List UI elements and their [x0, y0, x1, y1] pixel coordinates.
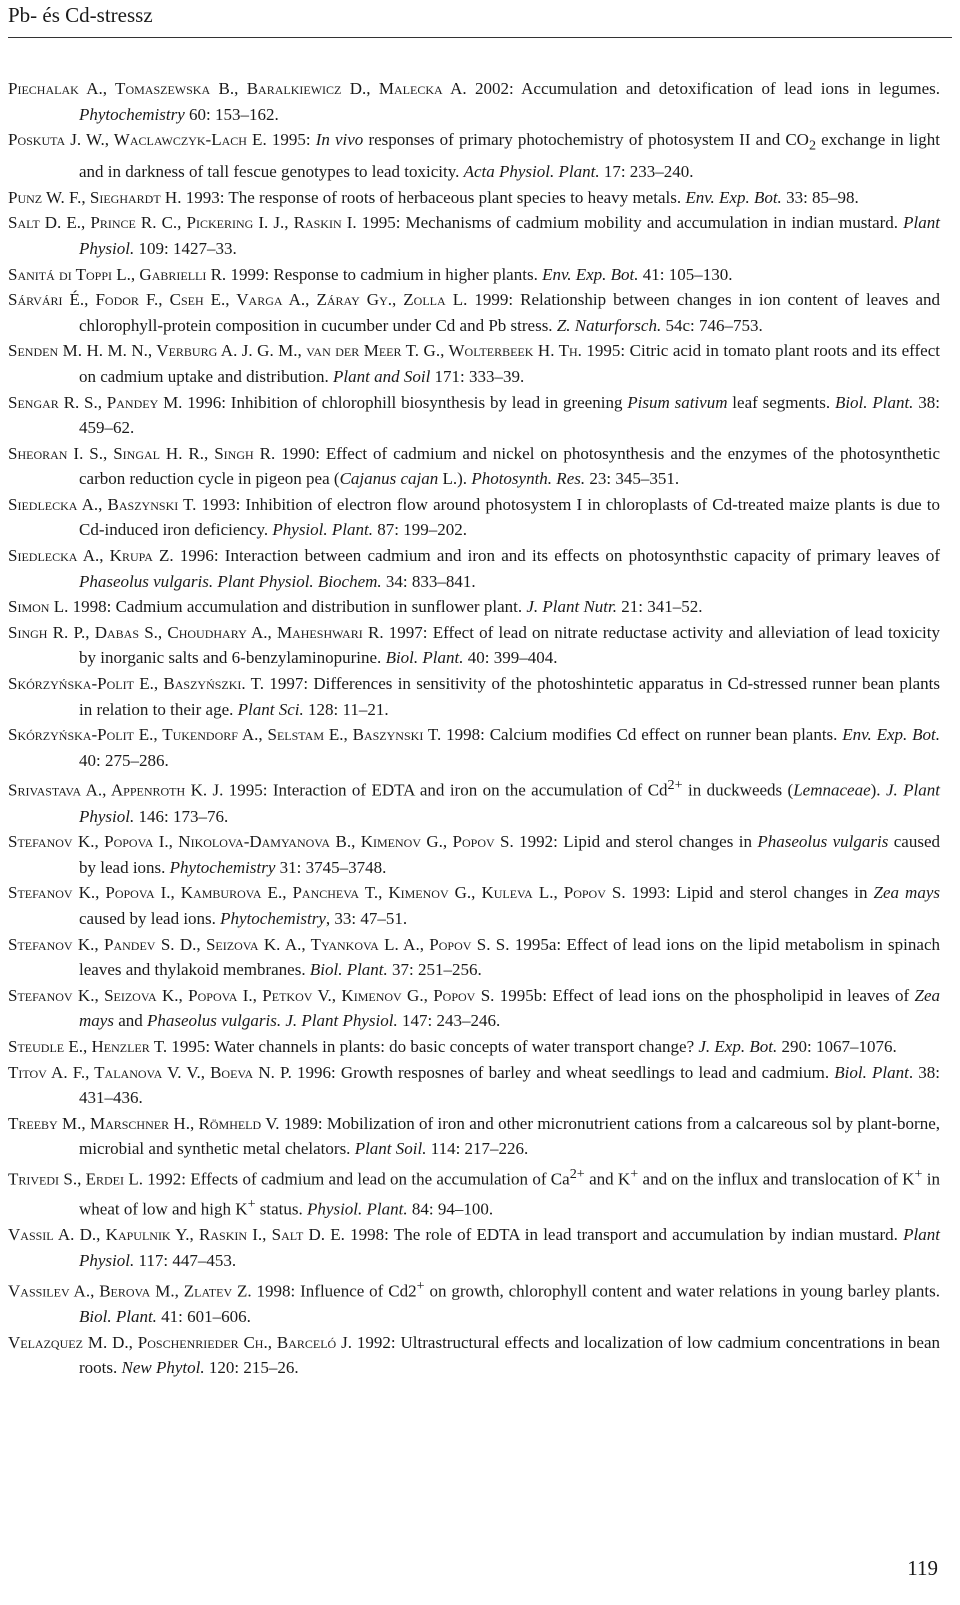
- reference-text: 1992: Ultrastructural effects and localization of low cadmium concentrations in bean roots.: [79, 1332, 940, 1378]
- reference-text: 128: 11–21.: [303, 699, 389, 719]
- reference-authors: Sheoran I. S., Singal H. R., Singh R.: [8, 443, 276, 463]
- reference-text: New Phytol.: [121, 1358, 205, 1378]
- reference-text: 2: [808, 137, 817, 154]
- reference-text: and K: [584, 1169, 631, 1189]
- reference-text: +: [914, 1165, 923, 1182]
- reference-text: on growth, chlorophyll content and water relations in young barley plants.: [424, 1281, 941, 1301]
- reference-entry: [8, 773, 940, 829]
- reference-text: 21: 341–52.: [617, 597, 703, 617]
- reference-authors: Salt D. E., Prince R. C., Pickering I. J., Raskin I.: [8, 213, 357, 233]
- reference-text: Plant Physiol.: [79, 213, 940, 258]
- reference-text: ).: [870, 781, 886, 801]
- reference-authors: Vassilev A., Berova M., Zlatev Z.: [8, 1281, 252, 1301]
- reference-entry: [8, 722, 940, 773]
- reference-text: Lemnaceae: [793, 781, 871, 801]
- reference-text: Env. Exp. Bot.: [542, 264, 639, 284]
- reference-text: 31: 3745–3748.: [275, 857, 387, 877]
- reference-entry: [8, 1034, 940, 1060]
- reference-text: Phytochemistry: [220, 909, 326, 929]
- reference-text: and: [113, 1011, 147, 1031]
- reference-entry: [8, 287, 940, 338]
- reference-text: 1996: Interaction between cadmium and iron and its effects on photosynthstic capacity of primary leaves of: [173, 546, 940, 566]
- reference-authors: Stefanov K., Pandev S. D., Seizova K. A., Tyankova L. A., Popov S. S.: [8, 934, 510, 954]
- reference-text: 17: 233–240.: [599, 162, 694, 182]
- reference-authors: Singh R. P., Dabas S., Choudhary A., Maheshwari R.: [8, 622, 384, 642]
- reference-entry: [8, 1330, 940, 1381]
- reference-entry: [8, 671, 940, 722]
- reference-text: Plant and Soil: [333, 366, 431, 386]
- reference-text: 1993: The response of roots of herbaceous plant species to heavy metals.: [181, 187, 686, 207]
- reference-text: 171: 333–39.: [430, 366, 525, 386]
- reference-text: Pisum sativum: [627, 392, 728, 412]
- reference-text: in wheat of low and high K: [79, 1169, 940, 1219]
- reference-text: +: [247, 1196, 256, 1213]
- reference-authors: Vassil A. D., Kapulnik Y., Raskin I., Salt D. E.: [8, 1225, 345, 1245]
- reference-text: 40: 275–286.: [79, 750, 169, 770]
- reference-text: 1992: Effects of cadmium and lead on the accumulation of Ca: [142, 1169, 570, 1189]
- reference-text: Physiol. Plant.: [307, 1199, 408, 1219]
- reference-text: 1995: Interaction of EDTA and iron on the accumulation of Cd: [223, 781, 668, 801]
- reference-text: 1998: Calcium modifies Cd effect on runner bean plants.: [441, 725, 843, 745]
- reference-entry: [8, 441, 940, 492]
- reference-text: In vivo: [315, 130, 364, 150]
- reference-text: 1996: Inhibition of chlorophill biosynthesis by lead in greening: [182, 392, 628, 412]
- reference-text: caused by lead ions.: [79, 909, 221, 929]
- reference-text: J. Exp. Bot.: [698, 1037, 778, 1057]
- reference-text: caused by lead ions.: [79, 832, 940, 877]
- reference-entry: [8, 390, 940, 441]
- reference-text: , 33: 47–51.: [325, 909, 408, 929]
- reference-authors: Simon L.: [8, 597, 69, 617]
- reference-entry: [8, 1222, 940, 1273]
- reference-text: responses of primary photochemistry of photosystem II and CO: [363, 130, 809, 150]
- reference-authors: Skórzyńska-Polit E., Baszyńszki.: [8, 674, 246, 694]
- reference-text: 34: 833–841.: [381, 571, 476, 591]
- reference-text: 1995: Water channels in plants: do basic concepts of water transport change?: [167, 1037, 699, 1057]
- reference-text: status.: [255, 1199, 308, 1219]
- reference-text: 146: 173–76.: [134, 806, 229, 826]
- reference-authors: Titov A. F., Talanova V. V., Boeva N. P.: [8, 1062, 292, 1082]
- reference-text: 2002: Accumulation and detoxification of lead ions in legumes.: [466, 79, 940, 98]
- reference-authors: Sanitá di Toppi L., Gabrielli R.: [8, 264, 227, 284]
- reference-text: Phaseolus vulgaris. J. Plant Physiol.: [147, 1011, 398, 1031]
- reference-text: exchange in light and in darkness of tall fescue genotypes to lead toxicity.: [79, 130, 940, 182]
- reference-text: Biol. Plant.: [79, 1306, 157, 1326]
- reference-text: 54c: 746–753.: [661, 315, 763, 335]
- reference-text: Acta Physiol. Plant.: [463, 162, 600, 182]
- reference-text: L.).: [438, 469, 472, 489]
- reference-text: 1990: Effect of cadmium and nickel on photosynthesis and the enzymes of the photosynthetic carbon reduction cycle in pigeon pea (: [79, 443, 940, 489]
- reference-entry: [8, 1274, 940, 1330]
- reference-text: 84: 94–100.: [407, 1199, 494, 1219]
- reference-entry: [8, 983, 940, 1034]
- reference-text: Phaseolus vulgaris: [757, 832, 889, 852]
- reference-text: 2+: [569, 1165, 585, 1182]
- reference-text: 23: 345–351.: [585, 469, 680, 489]
- reference-entry: [8, 492, 940, 543]
- reference-text: Phaseolus vulgaris. Plant Physiol. Biochem.: [79, 571, 382, 591]
- reference-text: 147: 243–246.: [397, 1011, 501, 1031]
- reference-authors: Poskuta J. W., Waclawczyk-Lach E.: [8, 130, 267, 150]
- reference-text: and on the influx and translocation of K: [638, 1169, 915, 1189]
- reference-text: Env. Exp. Bot.: [685, 187, 782, 207]
- reference-entry: [8, 932, 940, 983]
- reference-text: J. Plant Physiol.: [79, 781, 940, 826]
- reference-text: in duckweeds (: [682, 781, 794, 801]
- reference-entry: [8, 594, 940, 620]
- reference-text: 1995: Citric acid in tomato plant roots and its effect on cadmium uptake and distribution.: [79, 341, 940, 386]
- reference-entry: [8, 210, 940, 261]
- reference-text: 1999: Response to cadmium in higher plants.: [226, 264, 543, 284]
- reference-text: 1992: Lipid and sterol changes in: [513, 832, 758, 852]
- reference-text: Plant Physiol.: [79, 1225, 941, 1271]
- reference-authors: Stefanov K., Popova I., Nikolova-Damyanova B., Kimenov G., Popov S.: [8, 832, 514, 852]
- reference-authors: Sengar R. S., Pandey M.: [8, 392, 183, 412]
- reference-entry: [8, 185, 940, 211]
- reference-authors: Treeby M., Marschner H., Römheld V.: [8, 1113, 280, 1133]
- reference-text: Physiol. Plant.: [272, 520, 373, 540]
- reference-authors: Senden M. H. M. N., Verburg A. J. G. M., van der Meer T. G., Wolterbeek H. Th.: [8, 341, 582, 361]
- reference-authors: Trivedi S., Erdei L.: [8, 1169, 143, 1189]
- reference-authors: Punz W. F., Sieghardt H.: [8, 187, 182, 207]
- reference-entry: [8, 620, 940, 671]
- reference-text: Z. Naturforsch.: [556, 315, 662, 335]
- reference-text: Biol. Plant.: [385, 648, 464, 668]
- reference-entry: [8, 262, 940, 288]
- reference-text: J. Plant Nutr.: [526, 597, 618, 617]
- reference-entry: [8, 543, 940, 594]
- reference-text: 37: 251–256.: [387, 960, 482, 980]
- reference-text: 1989: Mobilization of iron and other micronutrient cations from a calcareous sol by plant-borne, microbial and synthetic metal chelators.: [79, 1113, 941, 1159]
- reference-text: Plant Sci.: [237, 699, 304, 719]
- reference-entry: [8, 338, 940, 389]
- reference-text: 1996: Growth resposnes of barley and wheat seedlings to lead and cadmium.: [291, 1062, 835, 1082]
- reference-text: 1998: Cadmium accumulation and distribution in sunflower plant.: [68, 597, 527, 617]
- reference-text: Phytochemistry: [79, 104, 185, 124]
- reference-entry: [8, 829, 940, 880]
- reference-text: 1998: Influence of Cd2: [251, 1281, 417, 1301]
- reference-text: Zea mays: [873, 883, 940, 903]
- reference-text: 60: 153–162.: [184, 104, 279, 124]
- reference-text: 2+: [667, 777, 683, 794]
- reference-text: . 38: 431–436.: [79, 1062, 940, 1108]
- reference-authors: Srivastava A., Appenroth K. J.: [8, 781, 224, 801]
- reference-text: 1998: The role of EDTA in lead transport and accumulation by indian mustard.: [344, 1225, 904, 1245]
- reference-text: 40: 399–404.: [463, 648, 558, 668]
- reference-text: 120: 215–26.: [204, 1358, 299, 1378]
- running-header: Pb- és Cd-stressz: [8, 3, 153, 27]
- reference-text: 41: 105–130.: [638, 264, 733, 284]
- reference-entry: [8, 76, 940, 127]
- reference-text: +: [630, 1165, 639, 1182]
- reference-entry: [8, 880, 940, 931]
- reference-text: 1995a: Effect of lead ions on the lipid metabolism in spinach leaves and thylakoid membranes.: [79, 934, 940, 980]
- reference-authors: Stefanov K., Seizova K., Popova I., Petkov V., Kimenov G., Popov S.: [8, 985, 495, 1005]
- reference-authors: Piechalak A., Tomaszewska B., Baralkiewicz D., Malecka A.: [8, 79, 467, 98]
- reference-text: Zea mays: [79, 985, 940, 1031]
- reference-text: Env. Exp. Bot.: [842, 725, 940, 745]
- reference-text: Cajanus cajan: [339, 469, 439, 489]
- reference-authors: Skórzyńska-Polit E., Tukendorf A., Selstam E., Baszynski T.: [8, 725, 442, 745]
- reference-text: Photosynth. Res.: [471, 469, 586, 489]
- reference-authors: Siedlecka A., Baszynski T.: [8, 494, 197, 514]
- reference-text: Biol. Plant.: [834, 392, 914, 412]
- reference-text: Plant Soil.: [354, 1139, 427, 1159]
- reference-text: 1995: Mechanisms of cadmium mobility and accumulation in indian mustard.: [356, 213, 904, 233]
- reference-entry: [8, 1162, 940, 1223]
- reference-list: [8, 76, 940, 1381]
- reference-authors: Sárvári É., Fodor F., Cseh E., Varga A., Záray Gy., Zolla L.: [8, 290, 468, 310]
- reference-text: T. 1997: Differences in sensitivity of the photoshintetic apparatus in Cd-stressed runner bean plants in relation to their age.: [79, 674, 940, 719]
- reference-authors: Stefanov K., Popova I., Kamburova E., Pancheva T., Kimenov G., Kuleva L., Popov S.: [8, 883, 626, 903]
- reference-text: 1993: Inhibition of electron flow around photosystem I in chloroplasts of Cd-treated maize plants is due to Cd-induced iron deficiency.: [79, 494, 940, 540]
- header-rule: [8, 37, 952, 38]
- reference-text: +: [416, 1277, 425, 1294]
- reference-text: 1993: Lipid and sterol changes in: [625, 883, 874, 903]
- reference-text: 87: 199–202.: [372, 520, 467, 540]
- reference-text: 1995:: [266, 130, 316, 150]
- reference-text: 290: 1067–1076.: [777, 1037, 897, 1057]
- reference-text: 1995b: Effect of lead ions on the phospholipid in leaves of: [494, 985, 915, 1005]
- reference-text: Biol. Plant: [834, 1062, 909, 1082]
- reference-text: leaf segments.: [727, 392, 835, 412]
- reference-entry: [8, 127, 940, 185]
- reference-text: Phytochemistry: [169, 857, 276, 877]
- reference-text: Biol. Plant.: [309, 960, 388, 980]
- reference-text: 114: 217–226.: [426, 1139, 529, 1159]
- reference-text: 117: 447–453.: [134, 1251, 237, 1271]
- reference-text: 41: 601–606.: [156, 1306, 251, 1326]
- reference-text: 38: 459–62.: [79, 392, 940, 438]
- reference-entry: [8, 1111, 940, 1162]
- reference-authors: Velazquez M. D., Poschenrieder Ch., Barceló J.: [8, 1332, 352, 1352]
- reference-authors: Steudle E., Henzler T.: [8, 1037, 168, 1057]
- reference-text: 109: 1427–33.: [134, 238, 237, 258]
- reference-authors: Siedlecka A., Krupa Z.: [8, 546, 174, 566]
- reference-text: 1997: Effect of lead on nitrate reductase activity and alleviation of lead toxicity by inorganic salts and 6-benzylaminopurine.: [79, 622, 940, 668]
- reference-entry: [8, 1060, 940, 1111]
- reference-text: 33: 85–98.: [781, 187, 859, 207]
- reference-text: 1999: Relationship between changes in ion content of leaves and chlorophyll-protein composition in cucumber under Cd and Pb stress.: [79, 290, 941, 335]
- page-number: 119: [907, 1556, 938, 1580]
